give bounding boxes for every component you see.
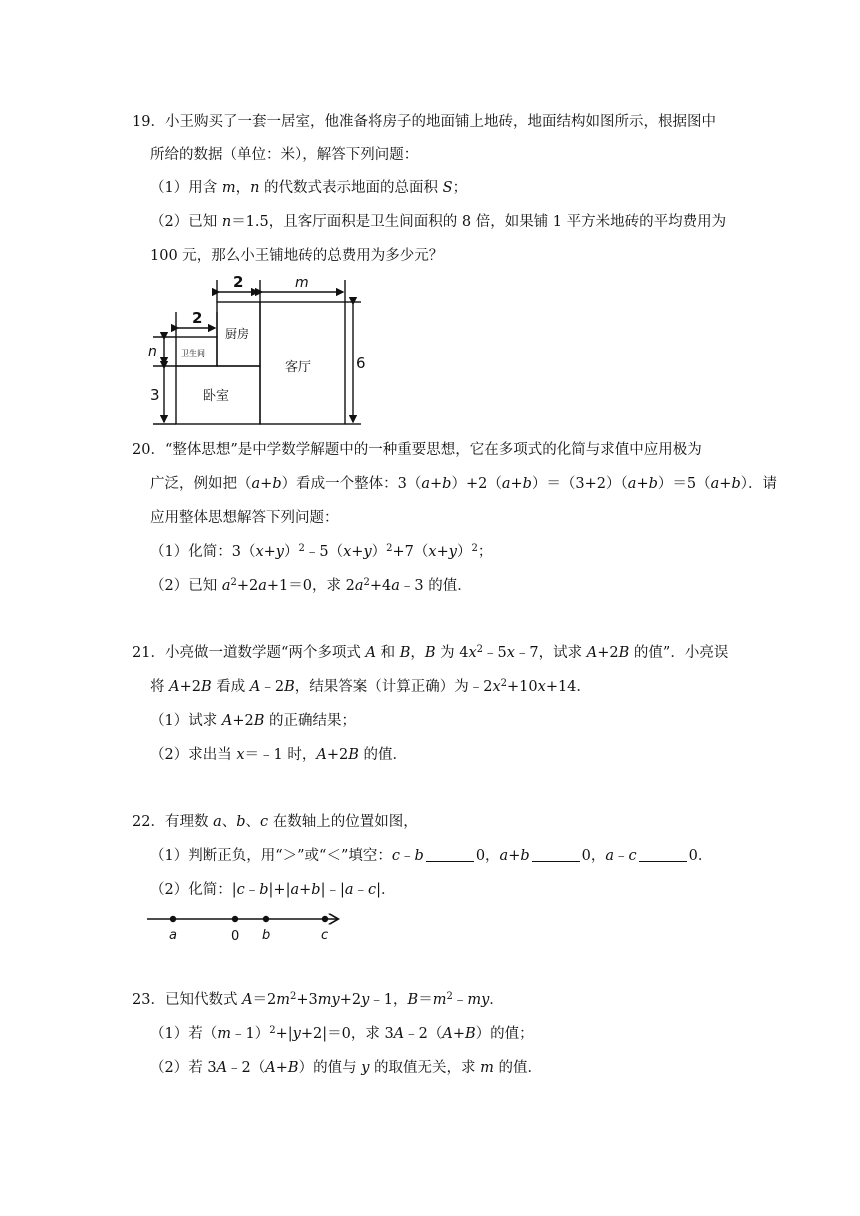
q21-line-2: 将 A+2B 看成 A﹣2B，结果答案（计算正确）为$﹣2x^2+10x+14$． <box>150 678 591 695</box>
label-living-room: 客厅 <box>285 360 312 375</box>
q22-line-1: 22．有理数 a、b、c 在数轴上的位置如图， <box>132 814 418 830</box>
dim-3: 3 <box>150 386 160 404</box>
label-bathroom: 卫生间 <box>181 349 205 358</box>
q19-number: 19． <box>132 114 165 130</box>
q22-number: 22． <box>132 814 165 830</box>
floor-plan-figure <box>145 272 375 432</box>
q19-part-2: （2）已知 n＝1.5，且客厅面积是卫生间面积的 8 倍，如果铺 1 平方米地砖的平均费用为 <box>150 214 727 230</box>
number-line-figure <box>145 908 345 948</box>
point-b <box>263 916 269 922</box>
dim-top-2: 2 <box>233 273 244 291</box>
dim-6: 6 <box>356 354 366 372</box>
q21-part-2: （2）求出当 x＝﹣1 时，A+2B 的值． <box>150 747 407 763</box>
q19-part-1: （1）用含 m，n 的代数式表示地面的总面积 S； <box>150 180 468 196</box>
axis-label-b: b <box>262 928 271 943</box>
answer-blank-1[interactable] <box>426 847 474 862</box>
answer-blank-3[interactable] <box>639 847 687 862</box>
q23-part-2: （2）若 3A﹣2（A+B）的值与 y 的取值无关，求 m 的值． <box>150 1060 542 1076</box>
label-kitchen: 厨房 <box>225 327 250 341</box>
q20-line-2: 广泛，例如把（a+b）看成一个整体：3（a+b）+2（a+b）＝（3+2）（a+b）＝5（a+b）．请 <box>150 476 777 492</box>
q23-number: 23． <box>132 992 165 1008</box>
q19-line-2: 所给的数据（单位：米），解答下列问题： <box>150 147 419 163</box>
axis-label-0: 0 <box>231 929 240 944</box>
label-bedroom: 卧室 <box>203 389 230 404</box>
dim-left-2: 2 <box>192 309 203 327</box>
dim-n: n <box>148 344 157 360</box>
q20-part-2: （2）已知 $a^2+2a+1=0$，求 $2a^2+4a﹣3$ 的值． <box>150 577 472 594</box>
q19-line-1: 19．小王购买了一套一居室，他准备将房子的地面铺上地砖，地面结构如图所示，根据图中 <box>132 114 716 130</box>
point-c <box>322 916 328 922</box>
q20-part-1: （1）化简：$3(x+y)^2﹣5(x+y)^2+7(x+y)^2$； <box>150 543 493 560</box>
q21-number: 21． <box>132 645 165 661</box>
q20-line-1: 20．“整体思想”是中学数学解题中的一种重要思想，它在多项式的化简与求值中应用极为 <box>132 442 702 458</box>
q19-line-5: 100 元，那么小王铺地砖的总费用为多少元？ <box>150 248 444 264</box>
axis-label-c: c <box>321 928 329 943</box>
axis-label-a: a <box>169 928 177 943</box>
dim-m: m <box>295 275 309 291</box>
point-a <box>170 916 176 922</box>
q20-line-3: 应用整体思想解答下列问题： <box>150 510 339 526</box>
q21-line-1: 21．小亮做一道数学题“两个多项式 A 和 B，B 为 $4x^2﹣5x﹣7$，试求 A+2B 的值”．小亮误 <box>132 644 729 661</box>
answer-blank-2[interactable] <box>532 847 580 862</box>
q20-number: 20． <box>132 442 165 458</box>
q22-part-1: （1）判断正负，用“＞”或“＜”填空：c﹣b 0，a+b 0，a﹣c 0． <box>150 848 713 864</box>
point-0 <box>232 916 238 922</box>
q21-part-1: （1）试求 A+2B 的正确结果； <box>150 713 356 729</box>
q22-part-2: （2）化简：|c﹣b|+|a+b|﹣|a﹣c|． <box>150 882 396 898</box>
q23-line-1: 23．已知代数式 $A=2m^2+3my+2y﹣1$，$B=m^2﹣my$． <box>132 991 504 1008</box>
q23-part-1: （1）若（m﹣1）$^2$+|y+2|＝0，求 3A﹣2（A+B）的值； <box>150 1025 534 1042</box>
